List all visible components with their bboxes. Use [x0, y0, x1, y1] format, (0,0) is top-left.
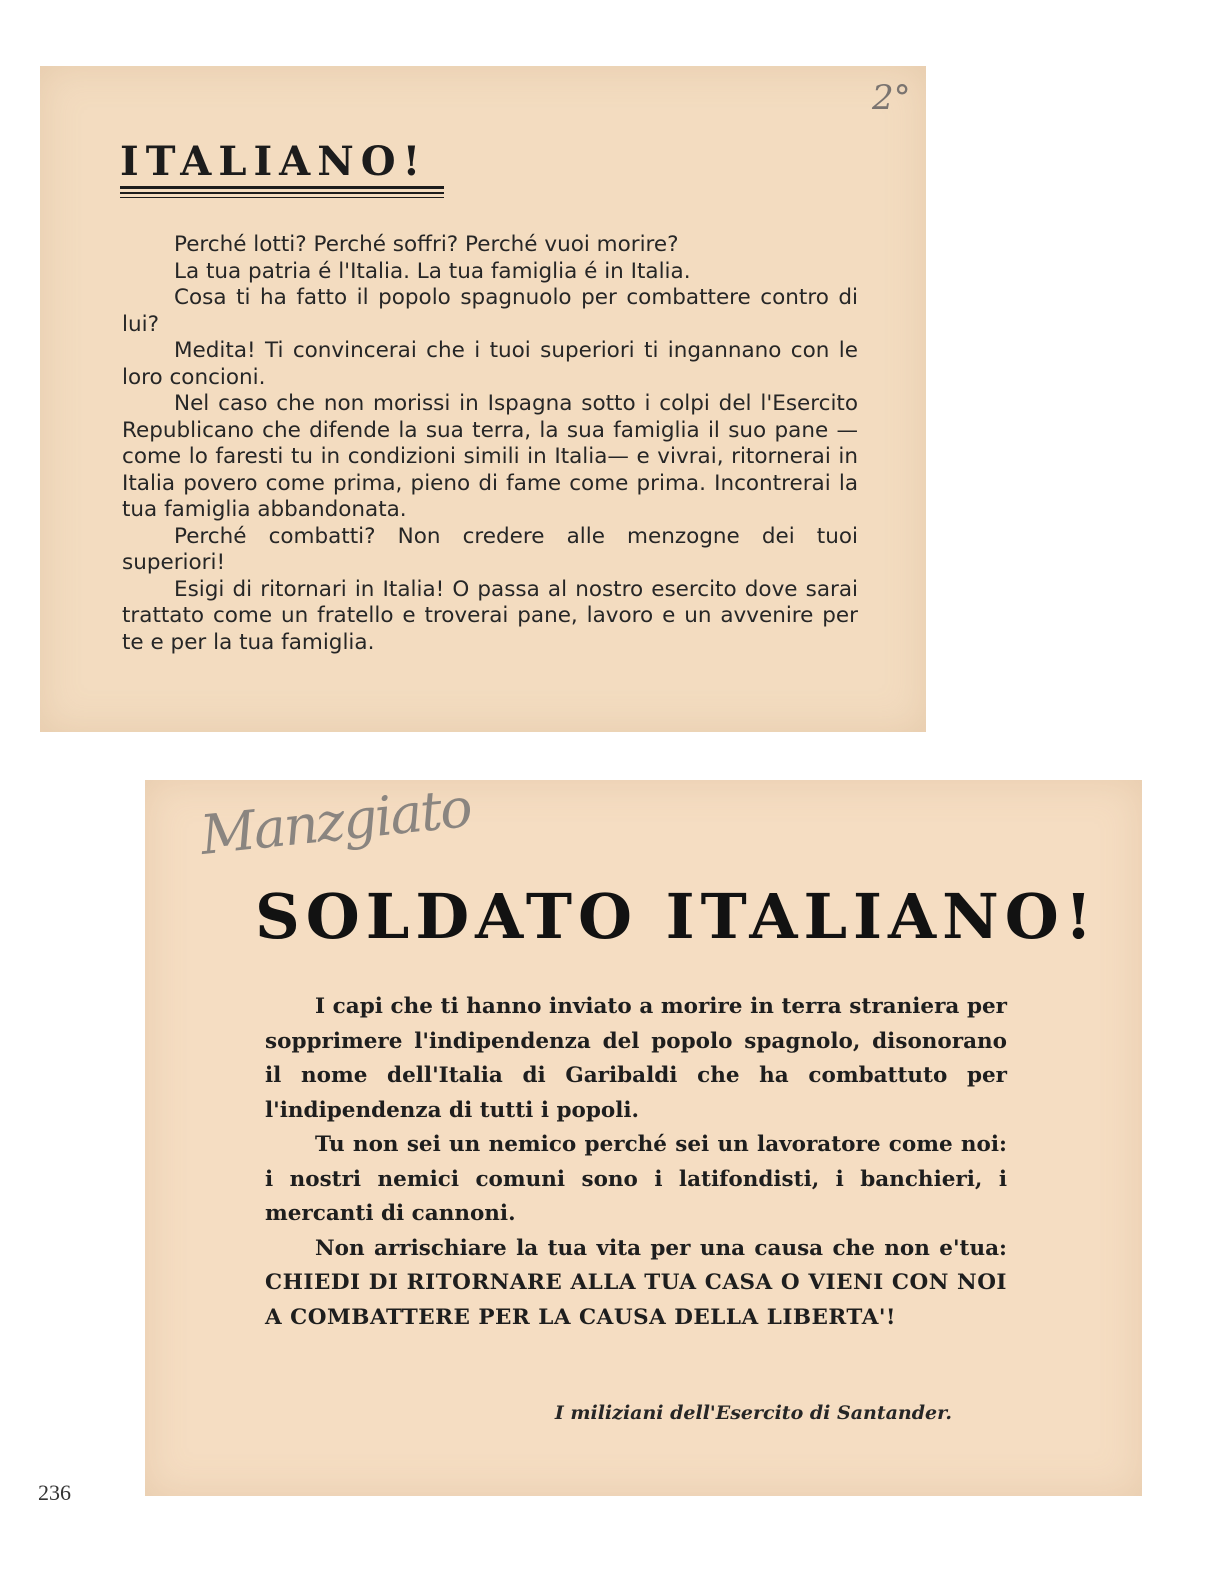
body-paragraph: Tu non sei un nemico perché sei un lavoratore come noi: i nostri nemici comuni sono i latifondisti, i banchieri, i mercanti di cannoni.: [265, 1132, 1007, 1226]
title-underline: [120, 186, 444, 189]
leaflet-title: ITALIANO!: [120, 138, 428, 185]
body-paragraph: Perché combatti? Non credere alle menzogne dei tuoi superiori!: [122, 523, 858, 575]
signature: I miliziani dell'Esercito di Santander.: [554, 1402, 952, 1424]
body-paragraph: Perché lotti? Perché soffri? Perché vuoi morire?: [174, 232, 679, 257]
page-number: 236: [38, 1480, 71, 1505]
leaflet-body: [265, 990, 1007, 1335]
handwritten-annotation: Manzgiato: [197, 776, 474, 867]
leaflet-soldato-italiano: [145, 776, 1142, 1496]
body-paragraph: Nel caso che non morissi in Ispagna sotto i colpi del l'Esercito Republicano che difende la sua terra, la sua famiglia il suo pane —come lo faresti tu in condizioni simili in Italia— e vivrai, ritornerai in Italia povero come prima, pieno di fame come prima. Incontrerai la tua famiglia abbandonata.: [122, 391, 858, 522]
final-paragraph-caps: CHIEDI DI RITORNARE ALLA TUA CASA O VIENI CON NOI A COMBATTERE PER LA CAUSA DELLA LIBERTA'!: [265, 1270, 1007, 1330]
final-paragraph-lead: Non arrischiare la tua vita per una causa che non e'tua:: [315, 1235, 1007, 1261]
leaflet-body: [122, 232, 858, 656]
title-underline: [120, 192, 444, 194]
corner-handwritten-note: 2°: [872, 78, 911, 118]
body-paragraph: Esigi di ritornari in Italia! O passa al nostro esercito dove sarai trattato come un fratello e troverai pane, lavoro e un avvenire per te e per la tua famiglia.: [122, 576, 858, 655]
leaflet-italiano: [40, 66, 926, 732]
body-paragraph: La tua patria é l'Italia. La tua famiglia é in Italia.: [174, 258, 691, 284]
body-paragraph: Cosa ti ha fatto il popolo spagnuolo per combattere contro di lui?: [122, 285, 858, 337]
title-underline: [120, 197, 444, 198]
body-paragraph: I capi che ti hanno inviato a morire in terra straniera per sopprimere l'indipendenza del popolo spagnolo, disonorano il nome dell'Italia di Garibaldi che ha combattuto per l'indipendenza di tutti i popoli.: [265, 994, 1007, 1123]
body-paragraph-final: [265, 1232, 1007, 1336]
body-paragraph: Medita! Ti convincerai che i tuoi superiori ti ingannano con le loro concioni.: [122, 338, 858, 390]
leaflet-title: SOLDATO ITALIANO!: [255, 880, 1099, 953]
